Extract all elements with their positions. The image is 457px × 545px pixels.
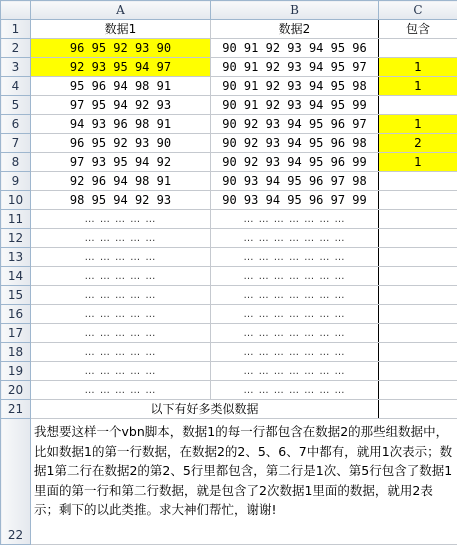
row-header[interactable]: 18 [1,343,31,362]
table-row [1,58,457,77]
row-header[interactable]: 6 [1,115,31,134]
cell-data2[interactable]: 90 91 92 93 94 95 96 [211,39,379,58]
cell-data1[interactable]: … … … … … [31,248,211,267]
row-header[interactable]: 5 [1,96,31,115]
table-row [1,381,457,400]
cell-data2[interactable]: … … … … … … … [211,362,379,381]
row-header[interactable]: 9 [1,172,31,191]
cell-data2[interactable]: … … … … … … … [211,324,379,343]
column-header-c[interactable]: C [379,1,457,20]
cell-contains[interactable] [379,343,457,362]
table-row [1,77,457,96]
cell-contains[interactable] [379,381,457,400]
cell-contains[interactable] [379,324,457,343]
table-row [1,20,457,39]
cell-contains[interactable]: 1 [379,58,457,77]
cell-data1[interactable]: … … … … … [31,210,211,229]
cell-contains[interactable] [379,248,457,267]
row-header[interactable]: 11 [1,210,31,229]
cell-data2[interactable]: … … … … … … … [211,229,379,248]
cell-data1[interactable]: 96 95 92 93 90 [31,134,211,153]
cell-data1[interactable]: 92 96 94 98 91 [31,172,211,191]
row-header[interactable]: 20 [1,381,31,400]
cell-data2[interactable]: 90 91 92 93 94 95 99 [211,96,379,115]
merged-note-cell[interactable]: 以下有好多类似数据 [31,400,379,419]
column-header-row [1,1,457,20]
cell-contains[interactable] [379,96,457,115]
cell-contains[interactable] [379,210,457,229]
cell-data1[interactable]: … … … … … [31,324,211,343]
cell-data2[interactable]: 90 93 94 95 96 97 98 [211,172,379,191]
cell-contains[interactable] [379,362,457,381]
cell-data1[interactable]: … … … … … [31,229,211,248]
cell-contains[interactable] [379,267,457,286]
row-header[interactable]: 4 [1,77,31,96]
row-header[interactable]: 7 [1,134,31,153]
cell-a1[interactable]: 数据1 [31,20,211,39]
column-header-a[interactable]: A [31,1,211,20]
cell-data2[interactable]: … … … … … … … [211,248,379,267]
cell-data1[interactable]: 96 95 92 93 90 [31,39,211,58]
table-row [1,134,457,153]
table-row [1,419,457,545]
cell-data2[interactable]: … … … … … … … [211,286,379,305]
row-header[interactable]: 1 [1,20,31,39]
cell-data1[interactable]: … … … … … [31,305,211,324]
table-row [1,172,457,191]
cell-data2[interactable]: 90 92 93 94 95 96 99 [211,153,379,172]
cell-data2[interactable]: … … … … … … … [211,381,379,400]
row-header[interactable]: 17 [1,324,31,343]
row-header[interactable]: 15 [1,286,31,305]
table-row [1,324,457,343]
cell-data1[interactable]: … … … … … [31,286,211,305]
cell-data1[interactable]: … … … … … [31,343,211,362]
table-row [1,210,457,229]
cell-contains[interactable] [379,229,457,248]
cell-data1[interactable]: 97 93 95 94 92 [31,153,211,172]
cell-contains[interactable] [379,172,457,191]
cell-contains[interactable] [379,191,457,210]
table-row [1,400,457,419]
cell-contains[interactable] [379,286,457,305]
table-row [1,267,457,286]
row-header[interactable]: 19 [1,362,31,381]
cell-data2[interactable]: … … … … … … … [211,305,379,324]
row-header[interactable]: 21 [1,400,31,419]
table-row [1,229,457,248]
row-header[interactable]: 22 [1,419,31,545]
cell-c1[interactable]: 包含 [379,20,457,39]
cell-data2[interactable]: 90 91 92 93 94 95 97 [211,58,379,77]
cell-data2[interactable]: 90 92 93 94 95 96 97 [211,115,379,134]
select-all-corner[interactable] [1,1,31,20]
table-row [1,286,457,305]
cell-contains[interactable] [379,400,457,419]
row-header[interactable]: 14 [1,267,31,286]
table-row [1,248,457,267]
cell-contains[interactable] [379,39,457,58]
cell-data1[interactable]: 94 93 96 98 91 [31,115,211,134]
table-row [1,153,457,172]
cell-data2[interactable]: 90 91 92 93 94 95 98 [211,77,379,96]
cell-contains[interactable]: 1 [379,153,457,172]
cell-contains[interactable]: 1 [379,77,457,96]
cell-data2[interactable]: 90 93 94 95 96 97 99 [211,191,379,210]
cell-contains[interactable]: 2 [379,134,457,153]
cell-contains[interactable]: 1 [379,115,457,134]
cell-data2[interactable]: … … … … … … … [211,267,379,286]
row-header[interactable]: 16 [1,305,31,324]
table-row [1,305,457,324]
cell-data2[interactable]: … … … … … … … [211,343,379,362]
cell-data2[interactable]: 90 92 93 94 95 96 98 [211,134,379,153]
cell-contains[interactable] [379,305,457,324]
table-row [1,343,457,362]
row-header[interactable]: 2 [1,39,31,58]
cell-data1[interactable]: … … … … … [31,381,211,400]
cell-data1[interactable]: … … … … … [31,267,211,286]
table-row [1,191,457,210]
question-text-cell[interactable]: 我想要这样一个vbn脚本，数据1的每一行都包含在数据2的那些组数据中，比如数据1的第一行数据，在数据2的2、5、6、7中都有，就用1次表示；数据1第二行在数据2的第2、5行里都包含，第二行是1次、第5行包含了数据1里面的第一行和第二行数据，就是包含了2次数据1里面的数据，就用2表示；剩下的以此类推。求大神们帮忙，谢谢! [31,419,457,545]
column-header-b[interactable]: B [211,1,379,20]
cell-b1[interactable]: 数据2 [211,20,379,39]
cell-data1[interactable]: 92 93 95 94 97 [31,58,211,77]
row-header[interactable]: 12 [1,229,31,248]
table-row [1,96,457,115]
table-row [1,362,457,381]
cell-data2[interactable]: … … … … … … … [211,210,379,229]
cell-data1[interactable]: 98 95 94 92 93 [31,191,211,210]
cell-data1[interactable]: 95 96 94 98 91 [31,77,211,96]
table-row [1,115,457,134]
table-row [1,39,457,58]
cell-data1[interactable]: 97 95 94 92 93 [31,96,211,115]
row-header[interactable]: 13 [1,248,31,267]
cell-data1[interactable]: … … … … … [31,362,211,381]
row-header[interactable]: 8 [1,153,31,172]
row-header[interactable]: 3 [1,58,31,77]
row-header[interactable]: 10 [1,191,31,210]
